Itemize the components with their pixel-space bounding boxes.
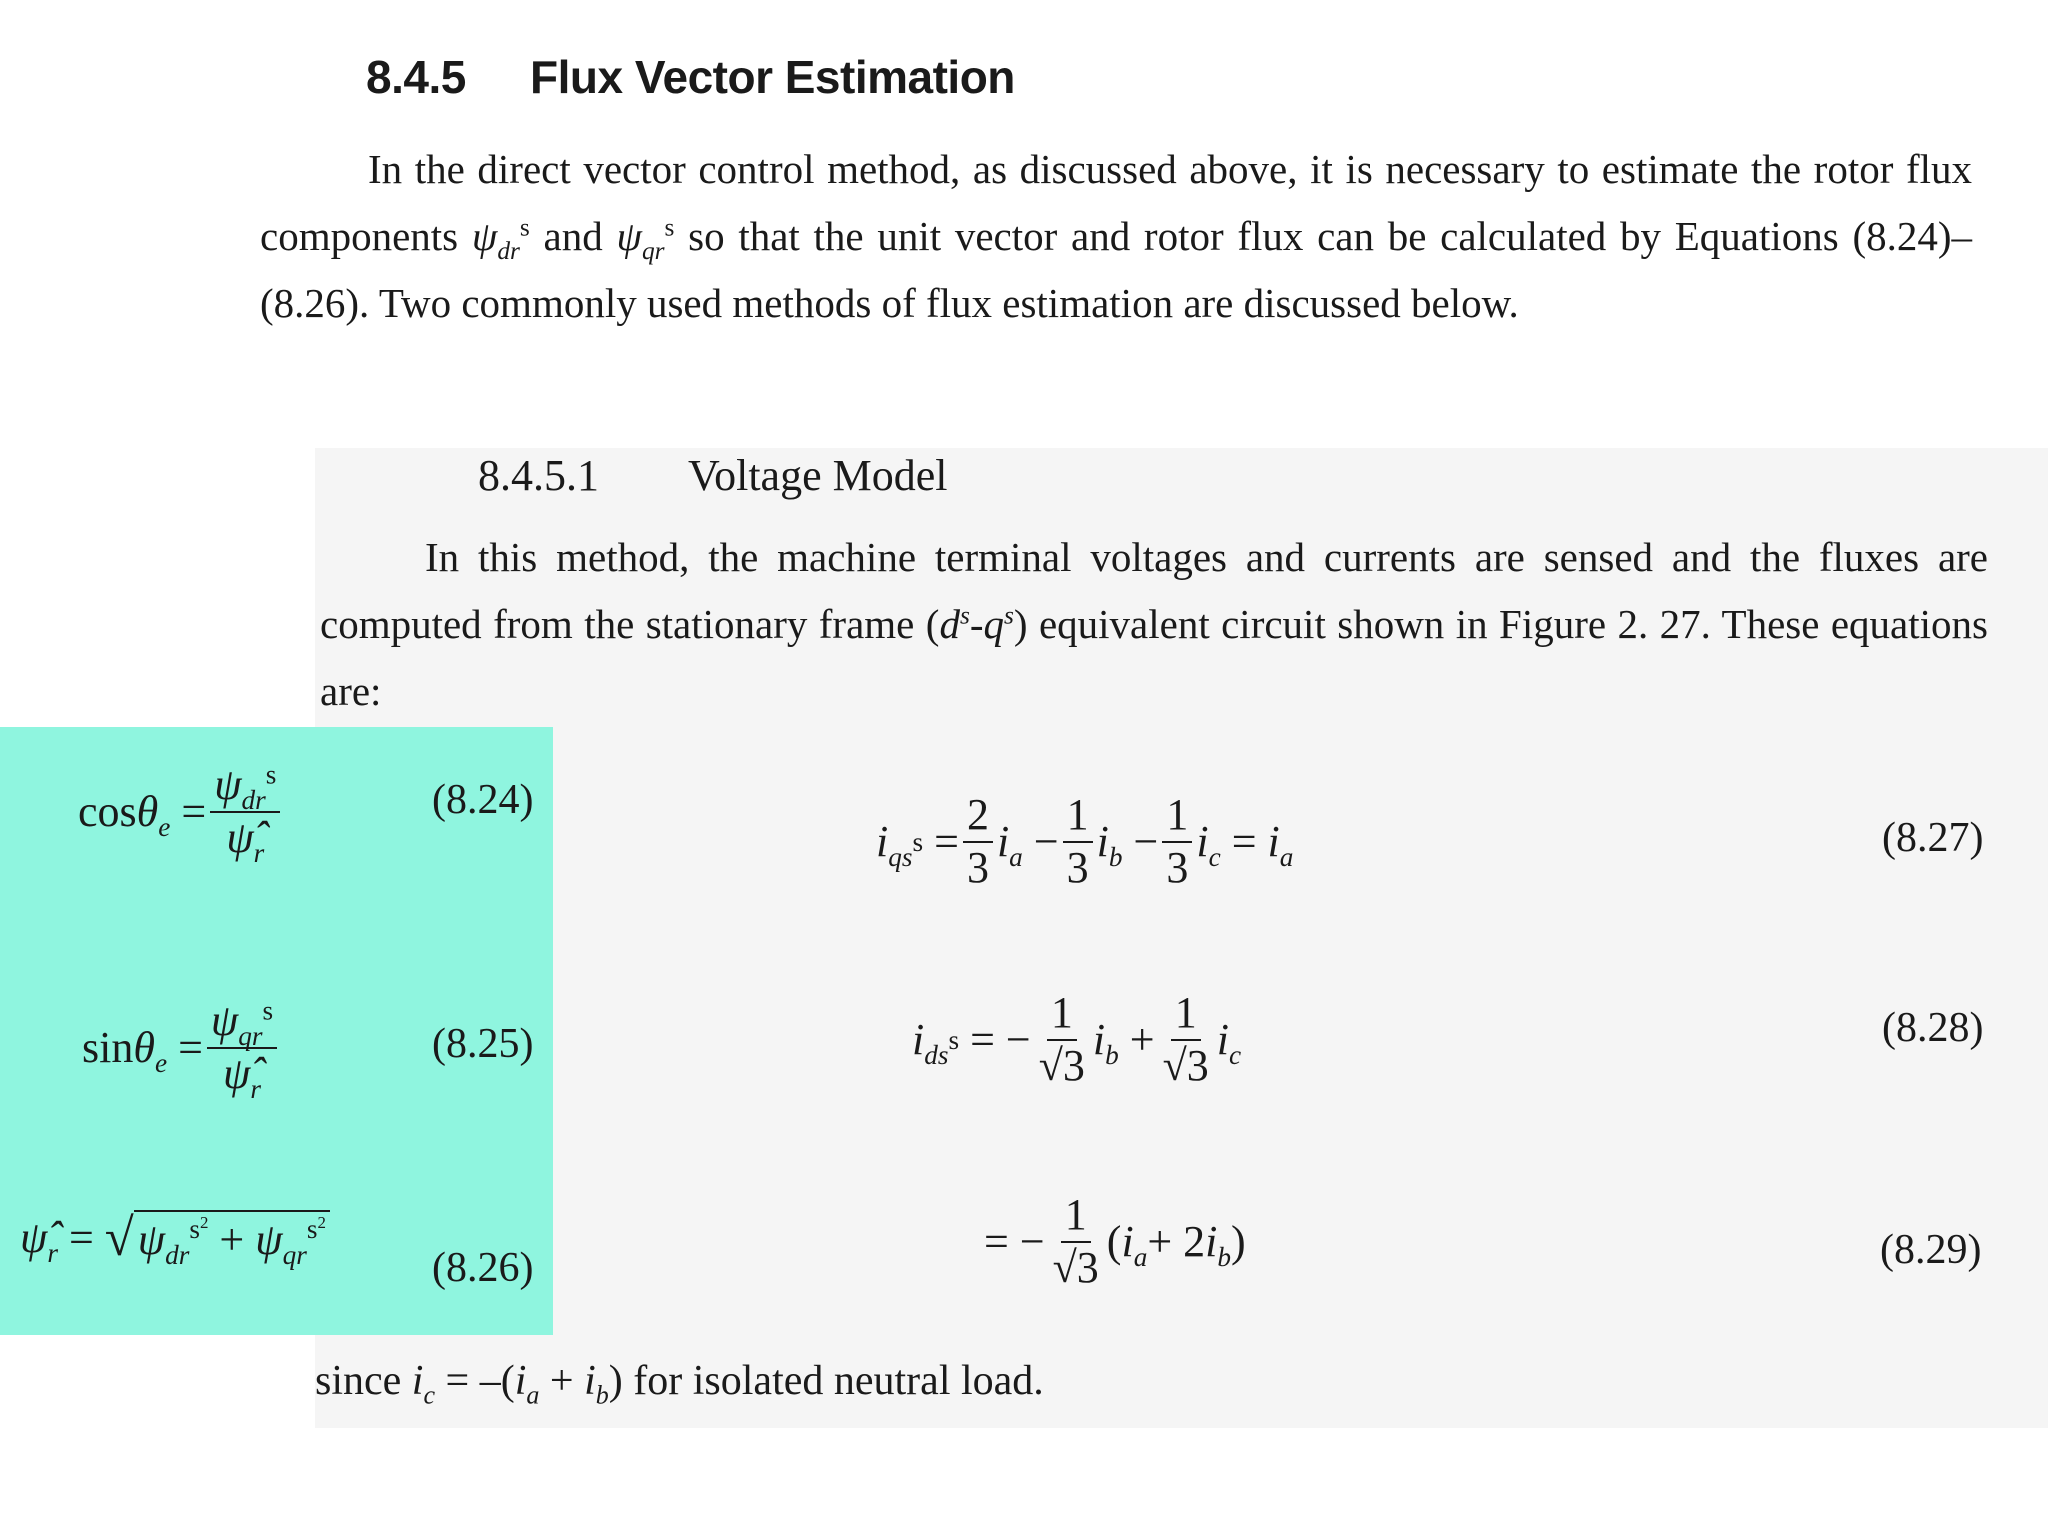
equation-number-8-24: (8.24): [432, 777, 534, 823]
equation-cos-theta: cos $\theta_e$ = $\frac{\psi_{dr}^s}{\psî_r}$: [78, 760, 284, 863]
square-root: √ $\psi_{dr}^{s^2} + \psi_{qr}^{s^2}$: [105, 1210, 330, 1265]
equation-number-8-27: (8.27): [1882, 815, 1984, 861]
section-number: 8.4.5: [366, 51, 466, 103]
equation-iqs: $i_{qs}$ s = $\frac{2}{3}$ $i_a$ − $\frac{1}{3}$ $i_b$ − $\frac{1}{3}$ $i_c$ = $i_a$: [876, 790, 1294, 892]
voltage-model-paragraph: [320, 524, 1988, 725]
equation-number-8-29: (8.29): [1880, 1227, 1982, 1273]
fraction: $\frac{\psi_{dr}^s}{\psî_r}$: [210, 760, 280, 863]
voltage-model-paragraph-text: In this method, the machine terminal voltages and currents are sensed and the fluxes are computed from the stationary frame $(d^s-q^s)$ equivalent circuit shown in Figure 2. 27. These equations are:: [320, 534, 1988, 714]
intro-paragraph-text: In the direct vector control method, as discussed above, it is necessary to estimate the rotor flux components $\psi_{dr}^s$ and $\psi_{qr}^s$ so that the unit vector and rotor flux can be calculated by Equations (8.24)–(8.26). Two commonly used methods of flux estimation are discussed below.: [260, 146, 1973, 326]
fraction: $\frac{\psi_{qr}^s}{\psî_r}$: [207, 996, 277, 1099]
subsection-title: Voltage Model: [688, 451, 948, 500]
subsection-heading: [478, 450, 948, 501]
equation-number-8-25: (8.25): [432, 1021, 534, 1067]
equation-sin-theta: sin $\theta_e$ = $\frac{\psi_{qr}^s}{\psî_r}$: [82, 996, 281, 1099]
intro-paragraph: [260, 136, 1972, 337]
closing-sentence: since $i_c = -(i_a + i_b)$ for isolated neutral load.: [315, 1358, 1044, 1410]
equation-flux-magnitude: $\psî_r$ = √ $\psi_{dr}^{s^2} + \psi_{qr}^{s^2}$: [20, 1210, 330, 1265]
section-title: Flux Vector Estimation: [530, 51, 1015, 103]
subsection-number: 8.4.5.1: [478, 451, 599, 500]
equation-ids: $i_{ds}$ s = − $\frac{1}{√3}$ $i_b$ + $\frac{1}{√3}$ $i_c$: [912, 988, 1242, 1090]
equation-number-8-28: (8.28): [1882, 1005, 1984, 1051]
section-heading: [366, 50, 1015, 104]
equation-ids-simplified: = − $\frac{1}{√3}$ ( $i_a$ + 2 $i_b$ ): [984, 1190, 1246, 1292]
equation-number-8-26: (8.26): [432, 1245, 534, 1291]
